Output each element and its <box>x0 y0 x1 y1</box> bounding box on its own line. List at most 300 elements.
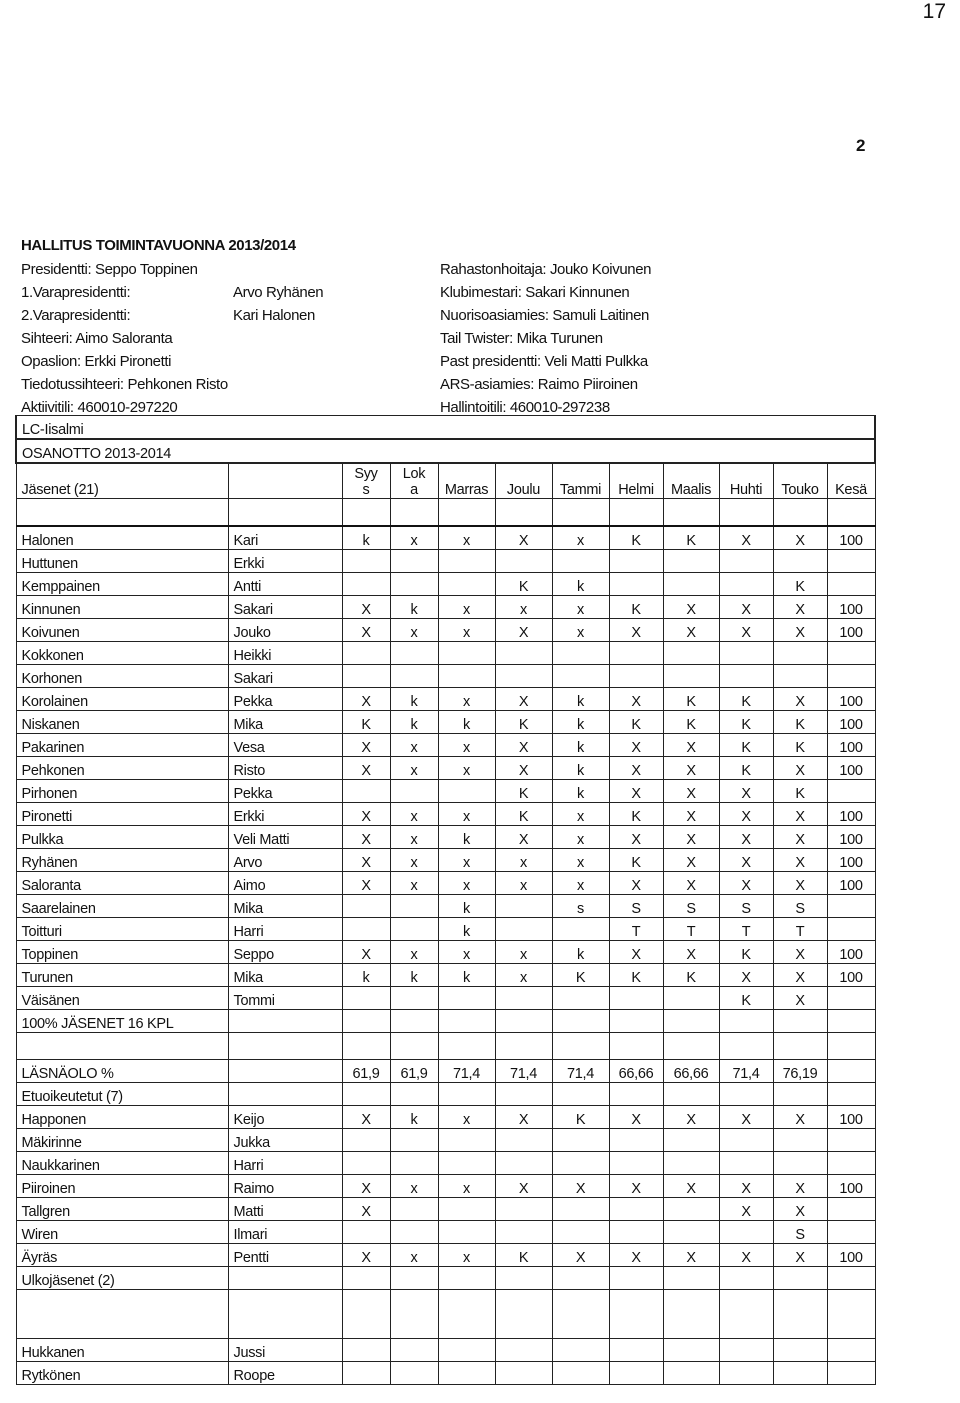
attendance-mark: X <box>663 941 719 964</box>
attendance-mark: X <box>663 1175 719 1198</box>
attendance-mark: X <box>342 757 390 780</box>
empty-cell <box>552 1010 609 1033</box>
attendance-mark: k <box>390 1106 438 1129</box>
member-row <box>16 987 875 1010</box>
member-row <box>16 1129 875 1152</box>
attendance-mark: X <box>719 1198 773 1221</box>
attendance-mark: k <box>390 964 438 987</box>
attendance-mark: X <box>495 1106 552 1129</box>
member-row <box>16 1175 875 1198</box>
attendance-mark <box>773 642 827 665</box>
empty-cell <box>342 1010 390 1033</box>
attendance-mark <box>438 1129 495 1152</box>
attendance-mark: X <box>719 596 773 619</box>
attendance-mark <box>552 918 609 941</box>
attendance-mark <box>342 573 390 596</box>
attendance-mark: K <box>719 941 773 964</box>
empty-cell <box>827 1010 875 1033</box>
attendance-mark: x <box>552 619 609 642</box>
attendance-mark: x <box>438 596 495 619</box>
empty-cell <box>552 1033 609 1060</box>
member-firstname: Harri <box>228 1152 342 1175</box>
member-firstname: Pentti <box>228 1244 342 1267</box>
empty-cell <box>438 1083 495 1106</box>
attendance-mark: X <box>495 688 552 711</box>
attendance-mark: X <box>609 780 663 803</box>
attendance-mark: K <box>495 1244 552 1267</box>
attendance-mark: X <box>609 734 663 757</box>
attendance-mark: k <box>438 826 495 849</box>
board-title: HALLITUS TOIMINTAVUONNA 2013/2014 <box>21 237 296 254</box>
external-header-row <box>16 1267 875 1290</box>
attendance-percent: 61,9 <box>342 1060 390 1083</box>
attendance-mark: K <box>495 711 552 734</box>
attendance-mark <box>495 895 552 918</box>
attendance-mark: X <box>663 826 719 849</box>
attendance-mark: 100 <box>827 964 875 987</box>
empty-cell <box>663 1010 719 1033</box>
empty-cell <box>719 1362 773 1385</box>
member-firstname: Jouko <box>228 619 342 642</box>
attendance-mark: S <box>773 1221 827 1244</box>
attendance-mark: K <box>495 803 552 826</box>
attendance-mark <box>609 1198 663 1221</box>
member-firstname: Tommi <box>228 987 342 1010</box>
empty-cell <box>552 1339 609 1362</box>
member-firstname: Sakari <box>228 596 342 619</box>
club-name: LC-Iisalmi <box>16 416 875 440</box>
attendance-mark: x <box>390 849 438 872</box>
attendance-mark: X <box>609 941 663 964</box>
attendance-mark <box>827 550 875 573</box>
empty-cell <box>719 1033 773 1060</box>
empty-cell <box>609 1267 663 1290</box>
attendance-mark: S <box>663 895 719 918</box>
attendance-mark: k <box>552 734 609 757</box>
attendance-mark: k <box>552 780 609 803</box>
attendance-mark: K <box>663 688 719 711</box>
empty-cell <box>228 1290 342 1339</box>
member-firstname: Erkki <box>228 803 342 826</box>
officer-name: Arvo Ryhänen <box>233 284 324 301</box>
attendance-mark: K <box>773 780 827 803</box>
attendance-mark: X <box>719 803 773 826</box>
attendance-mark <box>663 573 719 596</box>
attendance-mark: X <box>609 1175 663 1198</box>
empty-cell <box>495 1010 552 1033</box>
attendance-mark: T <box>609 918 663 941</box>
external-header: Ulkojäsenet (2) <box>16 1267 228 1290</box>
attendance-mark: X <box>342 849 390 872</box>
attendance-mark: X <box>495 734 552 757</box>
attendance-mark: k <box>438 964 495 987</box>
attendance-mark <box>438 665 495 688</box>
attendance-mark <box>342 1221 390 1244</box>
period-title: OSANOTTO 2013-2014 <box>16 439 875 463</box>
member-row <box>16 1244 875 1267</box>
attendance-mark: X <box>495 526 552 550</box>
empty-cell <box>719 1339 773 1362</box>
attendance-mark: k <box>342 526 390 550</box>
empty-cell <box>773 1339 827 1362</box>
attendance-mark: K <box>663 711 719 734</box>
attendance-mark: X <box>342 734 390 757</box>
empty-cell <box>495 1290 552 1339</box>
attendance-mark <box>495 1129 552 1152</box>
attendance-mark: X <box>719 826 773 849</box>
officer-label: Sihteeri: Aimo Saloranta <box>21 330 173 347</box>
empty-cell <box>228 1267 342 1290</box>
member-row <box>16 803 875 826</box>
attendance-mark: x <box>438 1244 495 1267</box>
attendance-mark <box>342 918 390 941</box>
member-row <box>16 596 875 619</box>
officer-label: Aktiivitili: 460010-297220 <box>21 399 178 416</box>
attendance-mark <box>609 642 663 665</box>
attendance-mark: K <box>719 711 773 734</box>
attendance-mark: k <box>552 941 609 964</box>
attendance-mark: X <box>609 872 663 895</box>
spacer-row <box>16 499 875 527</box>
member-row <box>16 1221 875 1244</box>
attendance-mark <box>495 665 552 688</box>
attendance-mark: x <box>390 619 438 642</box>
member-firstname: Mika <box>228 964 342 987</box>
member-firstname: Heikki <box>228 642 342 665</box>
month-header <box>390 463 438 499</box>
attendance-mark: 100 <box>827 849 875 872</box>
member-firstname: Jukka <box>228 1129 342 1152</box>
attendance-mark: 100 <box>827 1175 875 1198</box>
attendance-mark: X <box>342 1175 390 1198</box>
member-lastname: Pirhonen <box>16 780 228 803</box>
member-firstname: Risto <box>228 757 342 780</box>
attendance-mark <box>827 895 875 918</box>
member-lastname: Pehkonen <box>16 757 228 780</box>
attendance-mark <box>495 918 552 941</box>
month-header: Kesä <box>827 463 875 499</box>
attendance-mark <box>438 780 495 803</box>
empty-cell <box>663 499 719 527</box>
header-row <box>16 463 875 499</box>
empty-cell <box>390 1083 438 1106</box>
member-firstname: Jussi <box>228 1339 342 1362</box>
attendance-mark <box>438 642 495 665</box>
attendance-mark <box>438 550 495 573</box>
empty-cell <box>663 1362 719 1385</box>
attendance-mark: X <box>663 757 719 780</box>
attendance-mark: X <box>719 1244 773 1267</box>
attendance-mark: X <box>552 1175 609 1198</box>
attendance-percent: 71,4 <box>495 1060 552 1083</box>
empty-cell <box>438 499 495 527</box>
attendance-mark: X <box>663 780 719 803</box>
month-header: Maalis <box>663 463 719 499</box>
attendance-mark <box>552 642 609 665</box>
attendance-mark: X <box>719 1106 773 1129</box>
attendance-mark: X <box>495 826 552 849</box>
attendance-mark <box>827 1129 875 1152</box>
attendance-mark: X <box>773 987 827 1010</box>
attendance-mark <box>495 1198 552 1221</box>
attendance-mark: S <box>719 895 773 918</box>
empty-cell <box>719 499 773 527</box>
attendance-mark: K <box>719 688 773 711</box>
attendance-mark: S <box>773 895 827 918</box>
member-firstname: Ilmari <box>228 1221 342 1244</box>
attendance-mark: x <box>495 941 552 964</box>
attendance-mark: X <box>773 1198 827 1221</box>
empty-cell <box>552 1290 609 1339</box>
member-firstname: Matti <box>228 1198 342 1221</box>
attendance-row <box>16 1060 875 1083</box>
member-row <box>16 872 875 895</box>
attendance-mark <box>719 1221 773 1244</box>
empty-cell <box>438 1010 495 1033</box>
empty-cell <box>438 1339 495 1362</box>
officer-right-line: Klubimestari: Sakari Kinnunen <box>440 284 630 301</box>
empty-cell <box>390 1033 438 1060</box>
attendance-mark <box>719 1152 773 1175</box>
empty-cell <box>438 1290 495 1339</box>
attendance-mark: k <box>342 964 390 987</box>
empty-cell <box>609 1010 663 1033</box>
attendance-percent: 66,66 <box>663 1060 719 1083</box>
attendance-mark <box>342 1129 390 1152</box>
officer-label: Opaslion: Erkki Pironetti <box>21 353 172 370</box>
attendance-mark <box>390 1129 438 1152</box>
empty-cell <box>438 1267 495 1290</box>
attendance-mark: 100 <box>827 596 875 619</box>
attendance-percent: 76,19 <box>773 1060 827 1083</box>
empty-cell <box>719 1267 773 1290</box>
attendance-mark: X <box>773 596 827 619</box>
attendance-mark: x <box>552 803 609 826</box>
attendance-mark: K <box>773 734 827 757</box>
attendance-mark: X <box>663 803 719 826</box>
member-row <box>16 964 875 987</box>
attendance-mark: 100 <box>827 688 875 711</box>
attendance-mark <box>390 918 438 941</box>
attendance-mark: X <box>663 596 719 619</box>
empty-cell <box>609 1362 663 1385</box>
empty-cell <box>342 1339 390 1362</box>
attendance-mark: X <box>773 1175 827 1198</box>
attendance-mark: X <box>773 757 827 780</box>
empty-cell <box>773 1290 827 1339</box>
document-page-number: 2 <box>856 136 866 155</box>
attendance-mark: k <box>552 573 609 596</box>
member-lastname: Wiren <box>16 1221 228 1244</box>
month-header: Huhti <box>719 463 773 499</box>
member-row <box>16 550 875 573</box>
attendance-mark: X <box>773 1106 827 1129</box>
attendance-mark <box>663 1198 719 1221</box>
attendance-mark <box>495 987 552 1010</box>
empty-cell <box>609 1083 663 1106</box>
attendance-mark <box>390 1198 438 1221</box>
attendance-mark: X <box>609 826 663 849</box>
member-row <box>16 849 875 872</box>
attendance-mark <box>552 1221 609 1244</box>
attendance-mark <box>390 550 438 573</box>
member-row <box>16 665 875 688</box>
member-row <box>16 1106 875 1129</box>
attendance-mark: T <box>663 918 719 941</box>
member-firstname: Seppo <box>228 941 342 964</box>
attendance-mark: K <box>552 1106 609 1129</box>
attendance-mark: x <box>495 596 552 619</box>
officer-label: Tiedotussihteeri: Pehkonen Risto <box>21 376 228 393</box>
attendance-mark: x <box>390 941 438 964</box>
attendance-mark: k <box>438 895 495 918</box>
member-lastname: Korolainen <box>16 688 228 711</box>
member-firstname: Mika <box>228 711 342 734</box>
member-firstname: Sakari <box>228 665 342 688</box>
attendance-mark <box>609 987 663 1010</box>
attendance-mark: X <box>773 826 827 849</box>
attendance-mark: x <box>438 734 495 757</box>
attendance-mark: K <box>663 526 719 550</box>
attendance-mark: x <box>552 826 609 849</box>
member-lastname: Niskanen <box>16 711 228 734</box>
attendance-mark: x <box>552 596 609 619</box>
attendance-mark: x <box>438 941 495 964</box>
member-row <box>16 757 875 780</box>
empty-cell <box>552 1362 609 1385</box>
empty-cell <box>342 1362 390 1385</box>
member-lastname: Äyräs <box>16 1244 228 1267</box>
member-lastname: Mäkirinne <box>16 1129 228 1152</box>
privileged-header: Etuoikeutetut (7) <box>16 1083 228 1106</box>
member-lastname: Toppinen <box>16 941 228 964</box>
officer-right-line: Past presidentti: Veli Matti Pulkka <box>440 353 648 370</box>
empty-cell <box>773 499 827 527</box>
attendance-mark <box>390 665 438 688</box>
member-lastname: Turunen <box>16 964 228 987</box>
empty-cell <box>609 1290 663 1339</box>
member-lastname: Pakarinen <box>16 734 228 757</box>
period-row <box>16 439 875 463</box>
empty-cell <box>495 1083 552 1106</box>
member-row <box>16 895 875 918</box>
empty-cell <box>342 1083 390 1106</box>
attendance-mark: K <box>719 734 773 757</box>
attendance-mark: X <box>663 619 719 642</box>
attendance-mark: 100 <box>827 757 875 780</box>
attendance-mark <box>495 1221 552 1244</box>
officer-label: Presidentti: Seppo Toppinen <box>21 261 198 278</box>
member-lastname: Väisänen <box>16 987 228 1010</box>
empty-cell <box>342 1267 390 1290</box>
month-header: Touko <box>773 463 827 499</box>
attendance-mark <box>495 642 552 665</box>
attendance-mark: X <box>773 619 827 642</box>
member-lastname: Piiroinen <box>16 1175 228 1198</box>
attendance-mark: X <box>495 757 552 780</box>
month-header: Tammi <box>552 463 609 499</box>
empty-cell <box>390 1339 438 1362</box>
attendance-mark: K <box>719 987 773 1010</box>
attendance-mark: X <box>663 1244 719 1267</box>
member-row <box>16 526 875 550</box>
member-firstname: Raimo <box>228 1175 342 1198</box>
attendance-mark: x <box>438 872 495 895</box>
attendance-mark: X <box>342 619 390 642</box>
member-firstname: Roope <box>228 1362 342 1385</box>
member-lastname: Hukkanen <box>16 1339 228 1362</box>
attendance-mark <box>438 573 495 596</box>
attendance-mark: K <box>609 711 663 734</box>
empty-cell <box>390 499 438 527</box>
member-firstname: Antti <box>228 573 342 596</box>
attendance-mark <box>827 987 875 1010</box>
attendance-mark: X <box>342 688 390 711</box>
full-members-note: 100% JÄSENET 16 KPL <box>16 1010 228 1033</box>
attendance-mark: x <box>438 526 495 550</box>
attendance-mark: X <box>663 734 719 757</box>
attendance-mark: X <box>773 941 827 964</box>
attendance-mark: T <box>773 918 827 941</box>
attendance-mark: X <box>773 1244 827 1267</box>
member-lastname: Saarelainen <box>16 895 228 918</box>
member-lastname: Korhonen <box>16 665 228 688</box>
empty-cell <box>495 1267 552 1290</box>
attendance-mark <box>663 1152 719 1175</box>
attendance-mark: K <box>609 803 663 826</box>
month-header-part: Lok <box>402 466 426 482</box>
attendance-mark: X <box>552 1244 609 1267</box>
attendance-mark <box>609 1152 663 1175</box>
attendance-mark: x <box>495 964 552 987</box>
attendance-mark <box>773 1152 827 1175</box>
empty-cell <box>390 1267 438 1290</box>
empty-cell <box>663 1339 719 1362</box>
attendance-mark: X <box>773 526 827 550</box>
attendance-mark <box>390 987 438 1010</box>
attendance-mark <box>552 1198 609 1221</box>
attendance-mark: K <box>495 780 552 803</box>
attendance-mark: X <box>609 619 663 642</box>
attendance-mark: K <box>773 573 827 596</box>
attendance-mark: X <box>342 872 390 895</box>
attendance-mark <box>342 665 390 688</box>
attendance-mark: 100 <box>827 734 875 757</box>
attendance-mark: k <box>390 688 438 711</box>
attendance-mark: 100 <box>827 619 875 642</box>
empty-cell <box>773 1033 827 1060</box>
attendance-mark <box>342 987 390 1010</box>
attendance-mark: 100 <box>827 711 875 734</box>
attendance-mark: k <box>438 711 495 734</box>
officer-right-line: Tail Twister: Mika Turunen <box>440 330 603 347</box>
attendance-mark <box>438 1198 495 1221</box>
attendance-mark: X <box>495 1175 552 1198</box>
member-firstname: Keijo <box>228 1106 342 1129</box>
member-lastname: Toitturi <box>16 918 228 941</box>
attendance-mark <box>342 642 390 665</box>
empty-cell <box>228 1010 342 1033</box>
attendance-mark: x <box>390 757 438 780</box>
attendance-mark <box>342 1152 390 1175</box>
attendance-mark: X <box>495 619 552 642</box>
attendance-mark: x <box>438 757 495 780</box>
empty-cell <box>495 499 552 527</box>
attendance-mark: 100 <box>827 826 875 849</box>
member-lastname: Huttunen <box>16 550 228 573</box>
attendance-mark <box>438 987 495 1010</box>
attendance-mark: x <box>390 803 438 826</box>
